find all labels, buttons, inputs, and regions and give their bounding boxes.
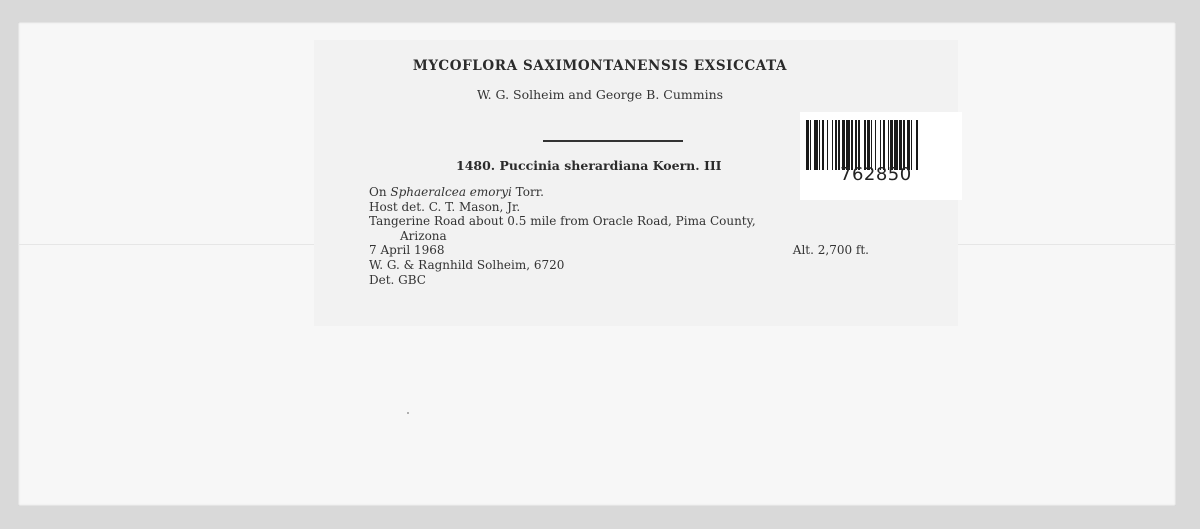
altitude: Alt. 2,700 ft. — [792, 243, 869, 258]
barcode-label — [800, 112, 962, 200]
collectors: W. G. & Ragnhild Solheim, 6720 — [369, 257, 565, 272]
barcode-number: 762850 — [840, 164, 912, 185]
label-authors: W. G. Solheim and George B. Cummins — [476, 87, 724, 102]
barcode-icon — [806, 120, 954, 170]
label-title: MYCOFLORA SAXIMONTANENSIS EXSICCATA — [412, 58, 788, 74]
paper-speck — [407, 412, 409, 414]
host-suffix: Torr. — [511, 185, 544, 199]
title-divider — [543, 140, 683, 142]
determiner: Det. GBC — [369, 272, 426, 287]
date-altitude-row — [369, 243, 869, 258]
species-name: 1480. Puccinia sherardiana Koern. III — [456, 158, 722, 173]
host-name: Sphaeralcea emoryi — [390, 185, 512, 199]
locality-line-1: Tangerine Road about 0.5 mile from Oracle Road, Pima County, — [369, 214, 756, 229]
host-prefix: On — [369, 185, 391, 199]
host-determiner: Host det. C. T. Mason, Jr. — [369, 199, 521, 214]
locality-line-2: Arizona — [400, 228, 447, 243]
collection-date: 7 April 1968 — [369, 243, 445, 258]
collection-details — [369, 185, 889, 287]
